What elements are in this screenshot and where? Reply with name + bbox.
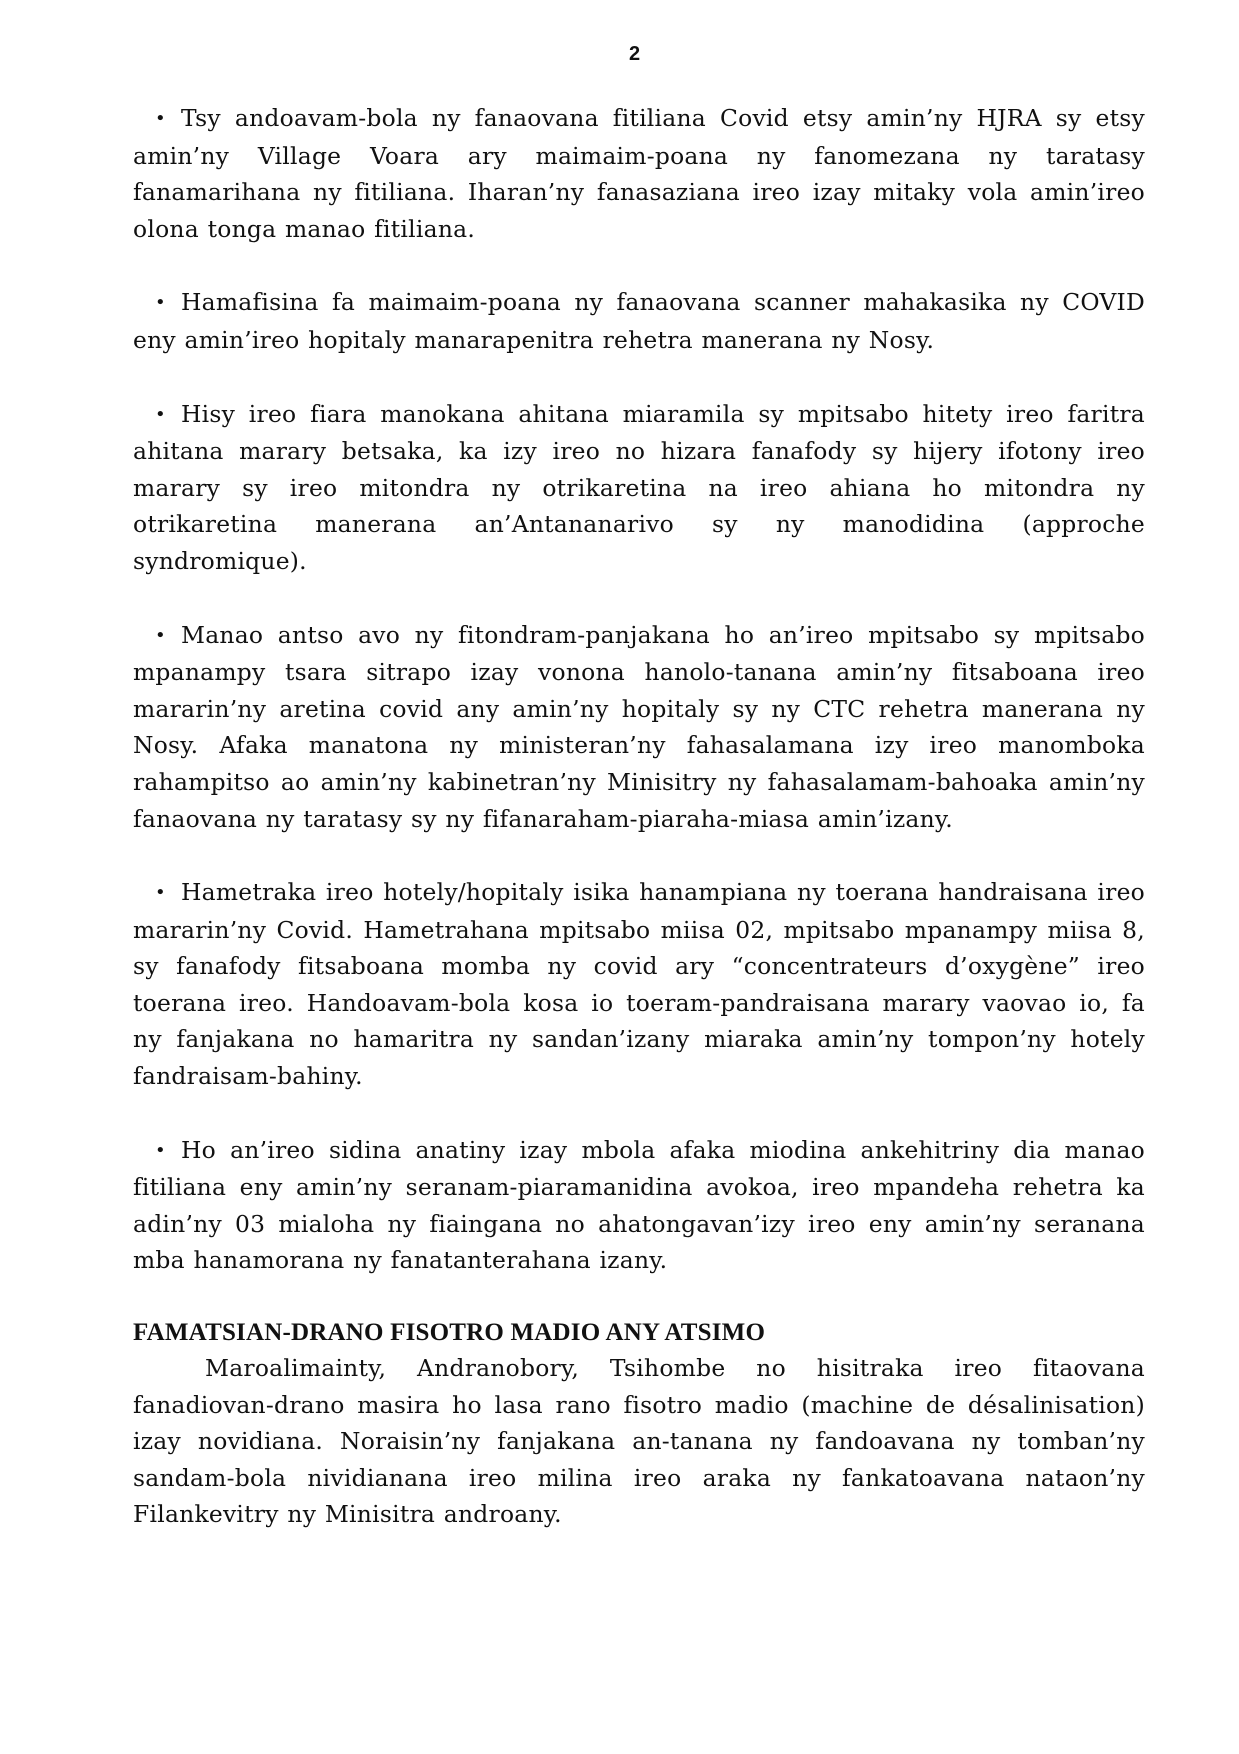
- document-body: [133, 100, 1145, 1533]
- bullet-icon: •: [155, 403, 166, 425]
- bullet-item-free-scanner: [133, 284, 1145, 358]
- bullet-text: Manao antso avo ny fitondram-panjakana ho an’ireo mpitsabo sy mpitsabo mpanampy tsara sitrapo izay vonona hanolo-tanana amin’ny fitsaboana ireo mararin’ny aretina covid any amin’ny hopitaly sy ny CTC rehetra manerana ny Nosy. Afaka manatona ny ministeran’ny fahasalamana izy ireo manomboka rahampitso ao amin’ny kabinetran’ny Minisitry ny fahasalamam-bahoaka amin’ny fanaovana ny taratasy sy ny fifanaraham-piaraha-miasa amin’izany.: [133, 620, 1145, 833]
- bullet-icon: •: [155, 882, 166, 904]
- bullet-text: Hamafisina fa maimaim-poana ny fanaovana scanner mahakasika ny COVID eny amin’ireo hopitaly manarapenitra rehetra manerana ny Nosy.: [133, 288, 1145, 354]
- bullet-text: Hametraka ireo hotely/hopitaly isika hanampiana ny toerana handraisana ireo mararin’ny Covid. Hametrahana mpitsabo miisa 02, mpitsabo mpanampy miisa 8, sy fanafody fitsaboana momba ny covid ary “concentrateurs d’oxygène” ireo toerana ireo. Handoavam-bola kosa io toeram-pandraisana marary vaovao io, fa ny fanjakana no hamaritra ny sandan’izany miaraka amin’ny tompon’ny hotely fandraisam-bahiny.: [133, 878, 1145, 1091]
- bullet-item-covid-testing: [133, 100, 1145, 247]
- bullet-icon: •: [155, 292, 166, 314]
- bullet-text: Ho an’ireo sidina anatiny izay mbola afaka miodina ankehitriny dia manao fitiliana eny amin’ny seranam-piaramanidina avokoa, ireo mpandeha rehetra ka adin’ny 03 mialoha ny fiaingana no ahatongavan’izy ireo eny amin’ny seranana mba hanamorana ny fanatanterahana izany.: [133, 1135, 1145, 1275]
- bullet-text: Hisy ireo fiara manokana ahitana miaramila sy mpitsabo hitety ireo faritra ahitana marary betsaka, ka izy ireo no hizara fanafody sy hijery ifotony ireo marary sy ireo mitondra ny otrikaretina na ireo ahiana ho mitondra ny otrikaretina manerana an’Antananarivo sy ny manodidina (approche syndromique).: [133, 399, 1145, 575]
- bullet-text: Tsy andoavam-bola ny fanaovana fitiliana Covid etsy amin’ny HJRA sy etsy amin’ny Village Voara ary maimaim-poana ny fanomezana ny taratasy fanamarihana ny fitiliana. Iharan’ny fanasaziana ireo izay mitaky vola amin’ireo olona tonga manao fitiliana.: [133, 104, 1145, 243]
- section-paragraph: Maroalimainty, Andranobory, Tsihombe no hisitraka ireo fitaovana fanadiovan-drano masira ho lasa rano fisotro madio (machine de désalinisation) izay novidiana. Noraisin’ny fanjakana an-tanana ny fandoavana ny tomban’ny sandam-bola nividianana ireo milina ireo araka ny fankatoavana nataon’ny Filankevitry ny Minisitra androany.: [133, 1354, 1145, 1529]
- bullet-icon: •: [155, 108, 166, 129]
- bullet-item-volunteer-call: [133, 617, 1145, 838]
- bullet-icon: •: [155, 1139, 166, 1161]
- bullet-icon: •: [155, 624, 166, 646]
- section-heading: FAMATSIAN-DRANO FISOTRO MADIO ANY ATSIMO: [133, 1319, 766, 1347]
- bullet-item-domestic-flights: [133, 1132, 1145, 1279]
- bullet-item-hotel-hospitals: [133, 874, 1145, 1095]
- page-number: 2: [628, 43, 641, 65]
- bullet-item-mobile-teams: [133, 396, 1145, 580]
